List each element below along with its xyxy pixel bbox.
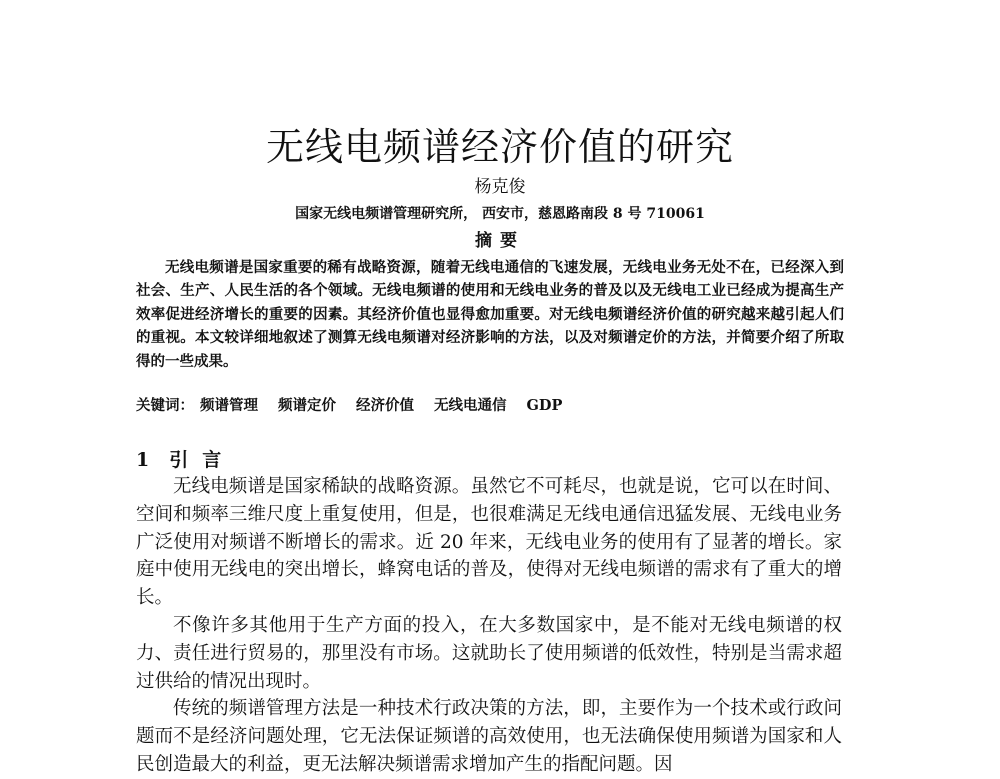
keyword: 无线电通信: [434, 397, 507, 414]
section-heading: [136, 447, 235, 473]
abstract-text: 无线电频谱是国家重要的稀有战略资源，随着无线电通信的飞速发展，无线电业务无处不在，已经深入到社会、生产、人民生活的各个领域。无线电频谱的使用和无线电业务的普及以及无线电工业已经成为提高生产效率促进经济增长的重要的因素。其经济价值也显得愈加重要。对无线电频谱经济价值的研究越来越引起人们的重视。本文较详细地叙述了测算无线电频谱对经济影响的方法，以及对频谱定价的方法，并简要介绍了所取得的一些成果。: [136, 259, 844, 370]
section-body: [136, 473, 842, 779]
author-affiliation: 国家无线电频谱管理研究所， 西安市，慈恩路南段 8 号 710061: [295, 206, 705, 222]
keyword: 频谱定价: [278, 397, 336, 414]
author-name: 杨克俊: [474, 177, 526, 197]
keyword: GDP: [526, 397, 563, 414]
body-paragraph: 不像许多其他用于生产方面的投入，在大多数国家中，是不能对无线电频谱的权力、责任进行贸易的，那里没有市场。这就助长了使用频谱的低效性，特别是当需求超过供给的情况出现时。: [136, 614, 842, 692]
keyword: 频谱管理: [200, 397, 258, 414]
section-number: 1: [136, 449, 150, 471]
paper-title: 无线电频谱经济价值的研究: [265, 125, 734, 169]
body-paragraph: 无线电频谱是国家稀缺的战略资源。虽然它不可耗尽，也就是说，它可以在时间、空间和频率三维尺度上重复使用，但是，也很难满足无线电通信迅猛发展、无线电业务广泛使用对频谱不断增长的需求。近 20 年来，无线电业务的使用有了显著的增长。家庭中使用无线电的突出增长，蜂窝电话的普及，使得对无线电频谱的需求有了重大的增长。: [136, 476, 842, 609]
keywords-label: 关键词：: [136, 397, 194, 414]
keywords-line: [136, 395, 844, 417]
body-paragraph: 传统的频谱管理方法是一种技术行政决策的方法，即，主要作为一个技术或行政问题而不是经济问题处理，它无法保证频谱的高效使用，也无法确保使用频谱为国家和人民创造最大的利益，更无法解决频谱需求增加产生的指配问题。因: [136, 698, 842, 775]
keyword: 经济价值: [356, 397, 414, 414]
section-title: 引言: [169, 449, 236, 471]
abstract-heading: 摘要: [475, 231, 525, 251]
